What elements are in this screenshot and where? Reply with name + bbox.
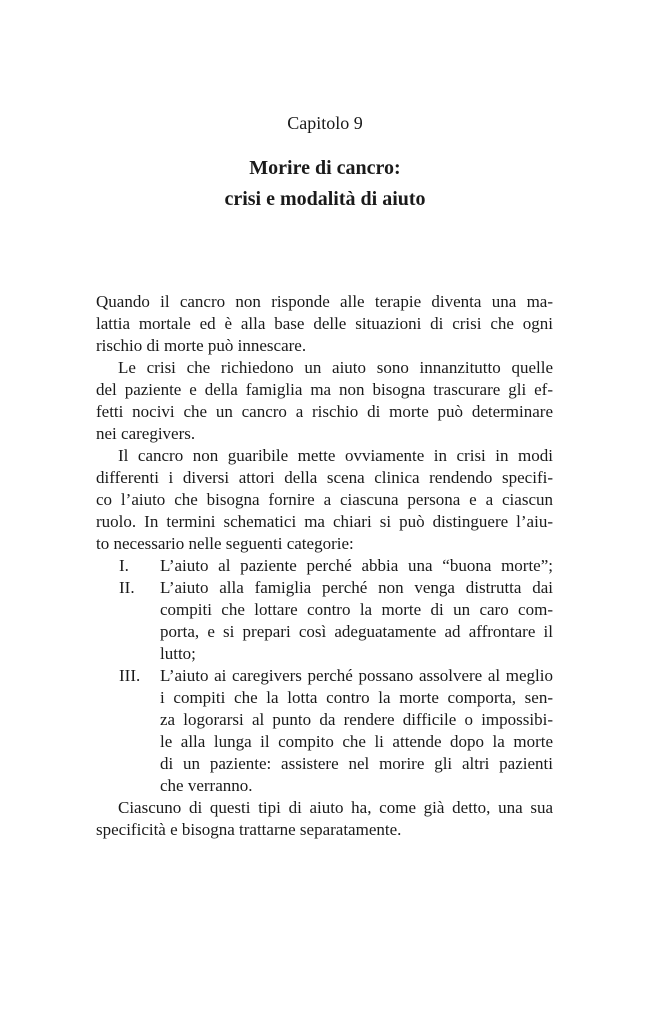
text-line: [96, 423, 553, 445]
text-line: [96, 401, 553, 423]
list-item-line: [96, 665, 553, 687]
text-line: [96, 335, 553, 357]
text-line: [96, 489, 553, 511]
line-text: di un paziente: assistere nel morire gli altri pazienti: [160, 754, 553, 773]
line-text: che verranno.: [160, 776, 253, 795]
line-text: to necessario nelle seguenti categorie:: [96, 534, 354, 553]
text-line: [96, 511, 553, 533]
list-item-line: [96, 599, 553, 621]
line-text: le alla lunga il compito che li attende dopo la morte: [160, 732, 553, 751]
list-item-line: [96, 709, 553, 731]
line-text: i compiti che la lotta contro la morte comporta, sen-: [160, 688, 553, 707]
list-item-line: [96, 687, 553, 709]
line-text: lutto;: [160, 644, 196, 663]
line-text: Il cancro non guaribile mette ovviamente in crisi in modi: [118, 446, 553, 465]
line-text: L’aiuto alla famiglia perché non venga distrutta dai: [160, 578, 553, 597]
line-text: porta, e si prepari così adeguatamente ad affrontare il: [160, 622, 553, 641]
text-line: [96, 797, 553, 819]
line-text: lattia mortale ed è alla base delle situazioni di crisi che ogni: [96, 314, 553, 333]
text-line: [96, 819, 553, 841]
text-line: [96, 379, 553, 401]
list-numeral: I.: [119, 556, 129, 575]
list-numeral: II.: [119, 578, 135, 597]
chapter-title-line: crisi e modalità di aiuto: [224, 188, 426, 210]
text-line: [96, 291, 553, 313]
text-line: [96, 467, 553, 489]
list-item-line: [96, 621, 553, 643]
text-line: [96, 445, 553, 467]
line-text: Le crisi che richiedono un aiuto sono innanzitutto quelle: [118, 358, 553, 377]
body-text: [96, 291, 553, 841]
line-text: za logorarsi al punto da rendere difficile o impossibi-: [160, 710, 553, 729]
line-text: Quando il cancro non risponde alle terapie diventa una ma-: [96, 292, 553, 311]
list-item-line: [96, 775, 553, 797]
list-item-line: [96, 643, 553, 665]
line-text: Ciascuno di questi tipi di aiuto ha, come già detto, una sua: [118, 798, 553, 817]
line-text: nei caregivers.: [96, 424, 196, 443]
line-text: fetti nocivi che un cancro a rischio di morte può determinare: [96, 402, 553, 421]
line-text: specificità e bisogna trattarne separatamente.: [96, 820, 402, 839]
line-text: differenti i diversi attori della scena clinica rendendo specifi-: [96, 468, 553, 487]
list-item-line: [96, 555, 553, 577]
chapter-label: Capitolo 9: [287, 113, 363, 133]
list-item-line: [96, 731, 553, 753]
line-text: co l’aiuto che bisogna fornire a ciascuna persona e a ciascun: [96, 490, 553, 509]
line-text: compiti che lottare contro la morte di un caro com-: [160, 600, 553, 619]
chapter-title-line: Morire di cancro:: [249, 157, 401, 179]
list-item-line: [96, 753, 553, 775]
list-numeral: III.: [119, 666, 141, 685]
text-line: [96, 357, 553, 379]
line-text: del paziente e della famiglia ma non bisogna trascurare gli ef-: [96, 380, 553, 399]
line-text: L’aiuto al paziente perché abbia una “buona morte”;: [160, 556, 553, 575]
line-text: ruolo. In termini schematici ma chiari si può distinguere l’aiu-: [96, 512, 553, 531]
line-text: L’aiuto ai caregivers perché possano assolvere al meglio: [160, 666, 553, 685]
text-line: [96, 533, 553, 555]
text-line: [96, 313, 553, 335]
list-item-line: [96, 577, 553, 599]
chapter-title: [100, 153, 550, 215]
line-text: rischio di morte può innescare.: [96, 336, 307, 355]
